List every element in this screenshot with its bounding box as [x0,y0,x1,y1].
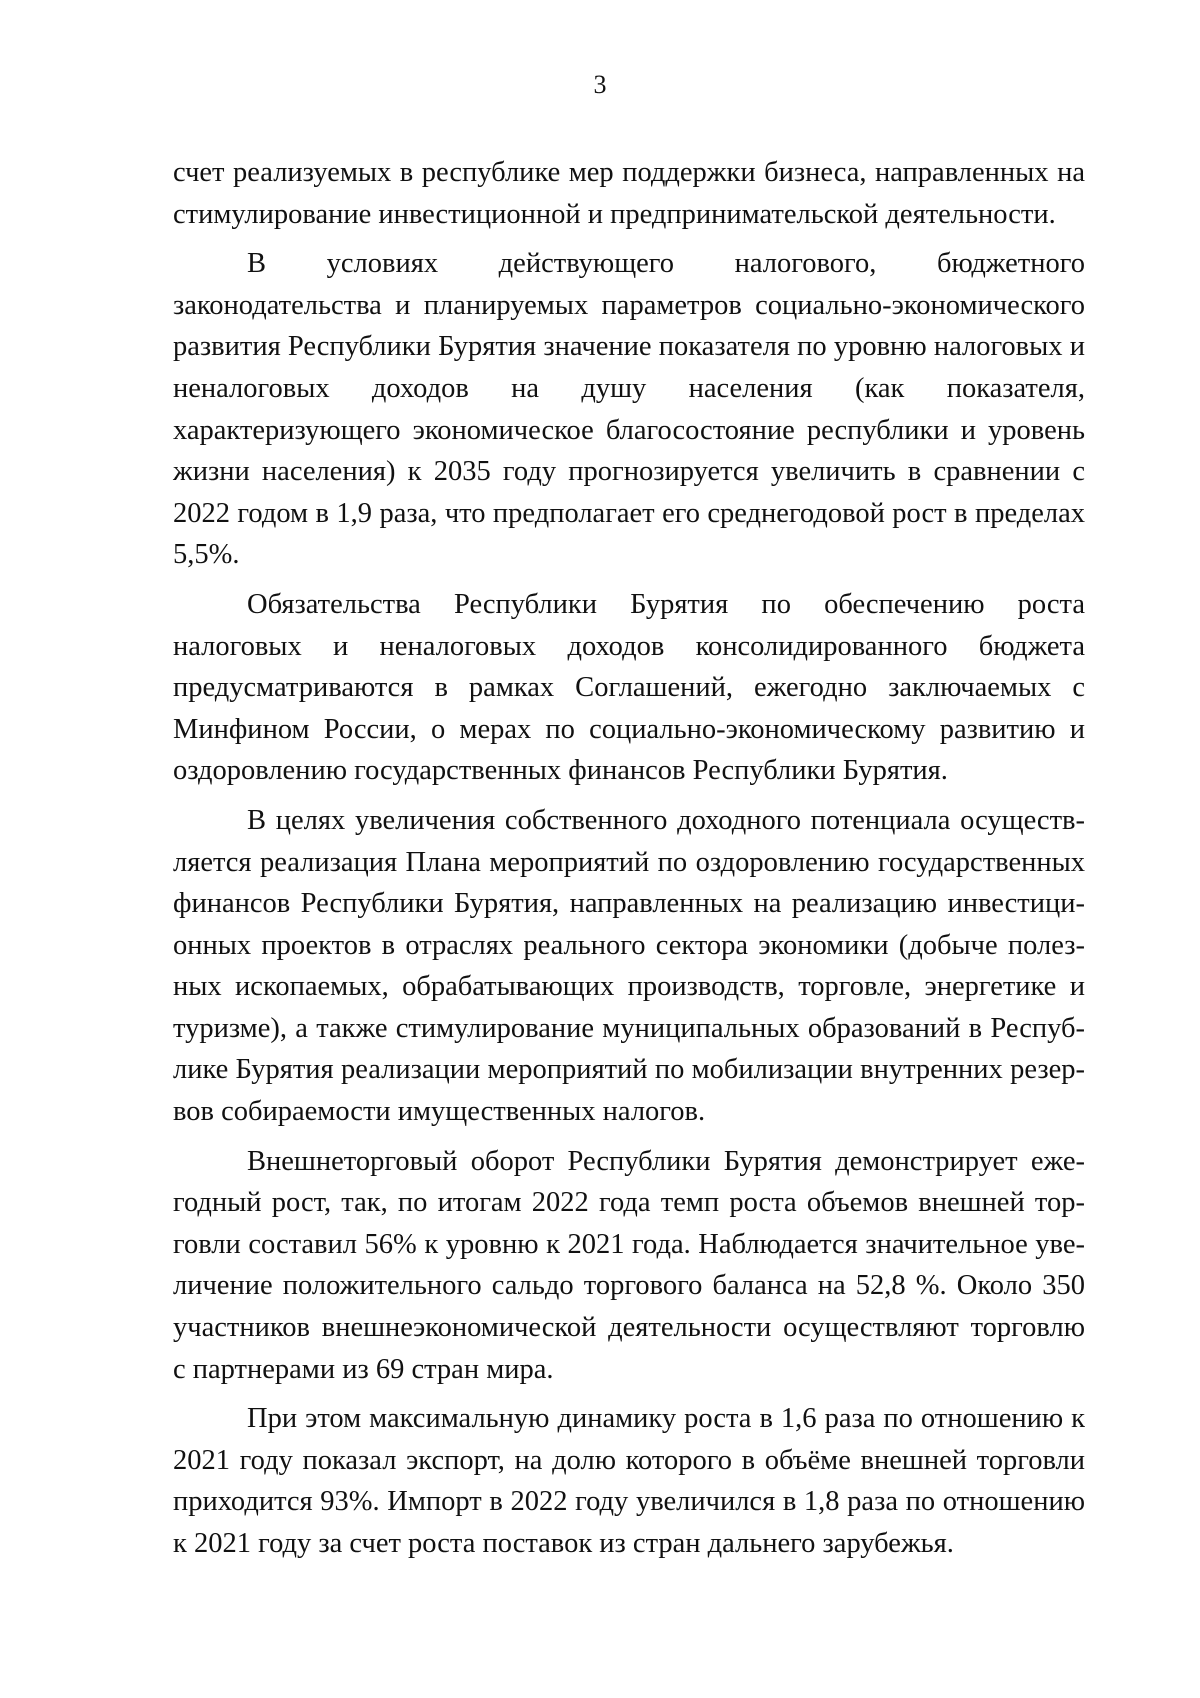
page-number: 3 [593,70,607,99]
document-body [173,152,1085,1573]
paragraph-income-potential: В целях увеличения собственного доходного потенциала осуществляется реализация Плана мероприятий по оздоровлению государственных финансов Республики Бурятия, направленных на реализацию инвестиционных проектов в отраслях реального сектора экономики (добыче полезных ископаемых, обрабатывающих производств, торговле, энергетике и туризме), а также стимулирование муниципальных образований в Республике Бурятия реализации мероприятий по мобилизации внутренних резервов собираемости имущественных налогов. [173,804,1085,1128]
paragraph-export-import: При этом максимальную динамику роста в 1,6 раза по отношению к 2021 году показал экспорт, на долю которого в объёме внешней торговли приходится 93%. Импорт в 2022 году увеличился в 1,8 раза по отношению к 2021 году за счет роста поставок из стран дальнего зарубежья. [173,1403,1085,1559]
paragraph-continuation: счет реализуемых в республике мер поддержки бизнеса, направленных на стимулирование инвестиционной и предпринимательской деятельности. [173,157,1085,230]
paragraph-obligations: Обязательства Республики Бурятия по обеспечению роста налоговых и неналоговых доходов консолидированного бюджета предусматриваются в рамках Соглашений, ежегодно заключаемых с Минфином России, о мерах по социально-экономическому развитию и оздоровлению государственных финансов Республики Бурятия. [173,588,1085,787]
paragraph-tax-revenue-forecast: В условиях действующего налогового, бюджетного законодательства и планируемых параметров социально-экономического развития Республики Бурятия значение показателя по уровню налоговых и неналоговых доходов на душу населения (как показателя, характеризующего экономическое благосостояние республики и уровень жизни населения) к 2035 году прогнозируется увеличить в сравнении с 2022 годом в 1,9 раза, что предполагает его среднегодовой рост в пределах 5,5%. [173,248,1085,571]
paragraph-foreign-trade: Внешнеторговый оборот Республики Бурятия демонстрирует ежегодный рост, так, по итогам 2022 года темп роста объемов внешней торговли составил 56% к уровню к 2021 года. Наблюдается значительное увеличение положительного сальдо торгового баланса на 52,8 %. Около 350 участников внешнеэкономической деятельности осуществляют торговлю с партнерами из 69 стран мира. [173,1145,1085,1385]
